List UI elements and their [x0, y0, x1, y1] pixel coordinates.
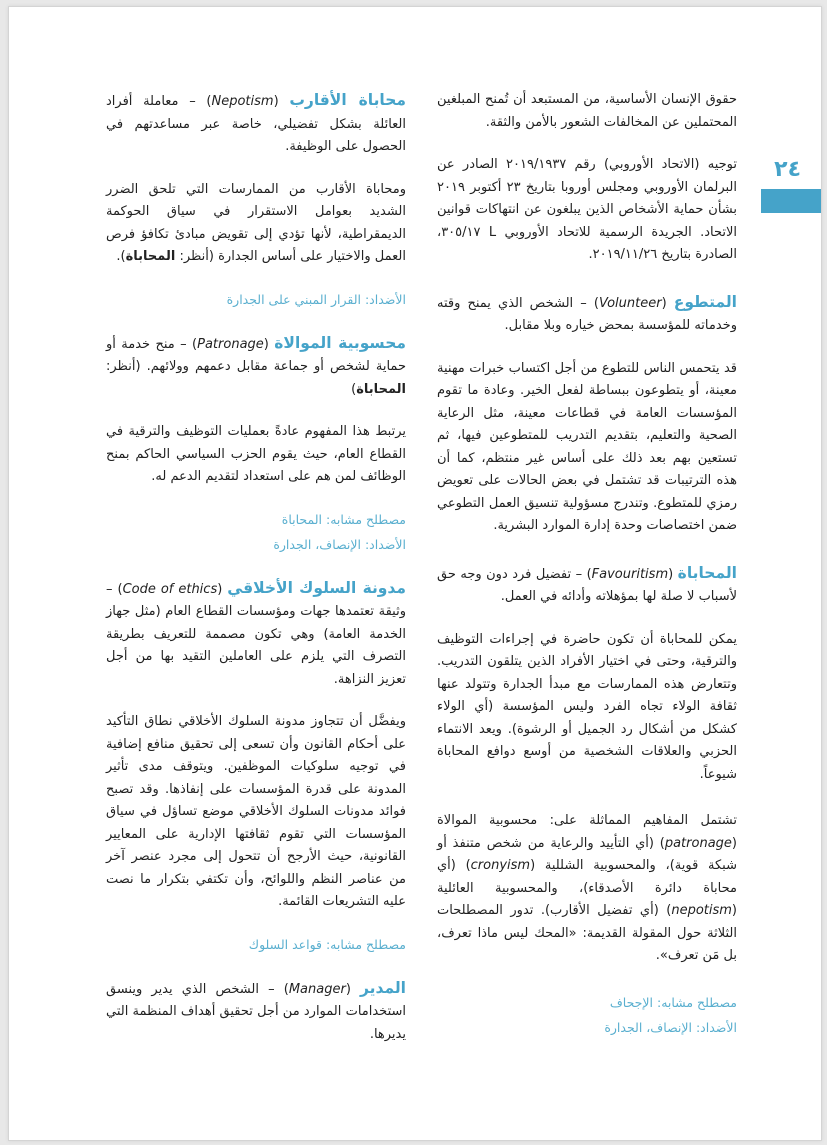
text-segment: ). — [116, 249, 126, 264]
term-definition: – وثيقة تعتمدها جهات ومؤسسات القطاع العام (مثل جهاز الخدمة العامة) وهي تكون مصممة للتعريف بطريقة التصرف التي يلزم على العاملين التقيد بها من أجل تعزيز النزاهة. — [106, 581, 406, 687]
text-segment: (أنظر: — [106, 359, 141, 374]
term-heading: محاباة الأقارب — [289, 91, 406, 109]
page-tab-marker — [761, 189, 821, 213]
term-latin: Manager — [288, 981, 346, 997]
term-latin: cronyism — [470, 858, 531, 873]
text-segment: تشتمل المفاهيم المماثلة على: محسوبية الموالاة ( — [437, 813, 737, 851]
term-definition: – الشخص الذي يدير وينسق استخدامات الموارد من أجل تحقيق أهداف المنظمة التي يديرها. — [106, 981, 406, 1042]
entry-patronage: محسوبية الموالاة (Patronage) – منح خدمة أو حماية لشخص أو جماعة مقابل دعمهم وولائهم. (أنظر: المحاباة) — [106, 333, 406, 397]
term-latin: Volunteer — [598, 295, 662, 311]
paragraph-similar-concepts — [437, 810, 737, 968]
cross-reference: المحاباة — [125, 249, 176, 264]
similar-term-note: مصطلح مشابه: الإجحاف — [609, 994, 737, 1010]
paragraph-eu-directive: توجيه (الاتحاد الأوروبي) رقم ٢٠١٩/١٩٣٧ الصادر عن البرلمان الأوروبي ومجلس أوروبا بتاريخ ٢٣ أكتوبر ٢٠١٩ بشأن حماية الأشخاص الذين يبلغون عن انتهاكات قوانين الاتحاد. الجريدة الرسمية للاتحاد الأوروبي L ٣٠٥/١٧، الصادرة بتاريخ ٢٠١٩/١١/٢٦. — [437, 157, 738, 262]
text-segment: ) (أي محاباة دائرة الأصدقاء)، والمحسوبية العائلية ( — [437, 858, 737, 918]
entry-favouritism: المحاباة (Favouritism) – تفضيل فرد دون وجه حق لأسباب لا صلة لها بمؤهلاته وأدائه في العمل. — [437, 563, 737, 604]
term-latin: Code of ethics — [122, 581, 218, 597]
entry-manager: المدير (Manager) – الشخص الذي يدير وينسق استخدامات الموارد من أجل تحقيق أهداف المنظمة التي يديرها. — [106, 978, 406, 1042]
paragraph-rights: حقوق الإنسان الأساسية، من المستبعد أن تُمنح المبلغين المحتملين عن المخالفات الشعور بالأمن والثقة. — [437, 92, 737, 130]
paragraph-code-of-ethics-detail: ويفضَّل أن تتجاوز مدونة السلوك الأخلاقي نطاق التأكيد على أحكام القانون وأن تسعى إلى تحقيق منافع إضافية في توجيه سلوكيات الموظفين. ويتوقف مدى تأثير المدونة على قدرة المؤسسات على إنفاذها. وقد تصبح فوائد مدونات السلوك الأخلاقي موضع تساؤل في سياق المؤسسات التي تقوم ثقافتها الإدارية على المعايير القانونية، حيث الأرجح أن تتحول إلى مجرد عنصر آخر من عناصر النظم واللوائح، وأن تكتفي بتكرار ما نصت عليه التشريعات القائمة. — [106, 714, 406, 909]
term-heading: المتطوع — [673, 292, 737, 311]
paragraph-patronage-detail: يرتبط هذا المفهوم عادةً بعمليات التوظيف والترقية في القطاع العام، حيث يقوم الحزب السياسي الحاكم بمنح الوظائف لمن هم على استعداد لتقديم الدعم له. — [106, 424, 406, 484]
text-segment: ) — [351, 381, 357, 397]
term-latin: Patronage — [197, 336, 264, 352]
opposites-note: الأضداد: الإنصاف، الجدارة — [273, 536, 406, 552]
similar-term-note: مصطلح مشابه: المحاباة — [281, 511, 406, 527]
term-latin: patronage — [664, 835, 732, 851]
opposites-note: الأضداد: القرار المبني على الجدارة — [226, 291, 406, 307]
term-latin: nepotism — [671, 903, 732, 918]
entry-code-of-ethics: مدونة السلوك الأخلاقي (Code of ethics) – وثيقة تعتمدها جهات ومؤسسات القطاع العام (مثل جهاز الخدمة العامة) وهي تكون مصممة للتعريف بطريقة التصرف التي يلزم على العاملين التقيد بها من أجل تعزيز النزاهة. — [106, 578, 406, 687]
term-heading: مدونة السلوك الأخلاقي — [227, 578, 406, 597]
paragraph-nepotism-detail — [106, 179, 406, 269]
paragraph-favouritism-detail: يمكن للمحاباة أن تكون حاضرة في إجراءات التوظيف والترقية، وحتى في اختيار الأفراد الذين يتلقون التدريب. وتتعارض هذه الممارسات مع مبدأ الجدارة وتتولد عنها ثقافة الولاء تجاه الفرد وليس المؤسسة (أي الولاء كشكل من أشكال رد الجميل أو الرشوة). ويعد الانتماء الحزبي والعلاقات الشخصية من أوسع دوافع المحاباة شيوعاً. — [437, 631, 737, 782]
similar-term-note: مصطلح مشابه: قواعد السلوك — [248, 936, 406, 952]
paragraph-volunteer-detail: قد يتحمس الناس للتطوع من أجل اكتساب خبرات مهنية معينة، أو يتطوعون ببساطة لفعل الخير. وعادة ما تقوم المؤسسات العامة في قطاعات معينة، مثل الرعاية الصحية والتعليم، بتقديم التدريب للمتطوعين فيها، ثم تستعين بهم بعد ذلك على أساس غير منتظم، كما أن هذه الترتيبات قد تشتمل في بعض الحالات على تعويض رمزي للمتطوع. وتندرج مسؤولية تنسيق العمل التطوعي ضمن اختصاصات وحدة إدارة الموارد البشرية. — [437, 360, 737, 533]
right-column — [437, 89, 737, 1060]
notes-nepotism — [106, 289, 406, 310]
text-segment: ) (أي التأييد والرعاية من شخص متنفذ أو شبكة قوية)، والمحسوبية الشللية ( — [437, 835, 737, 873]
term-heading: المدير — [360, 978, 406, 997]
entry-nepotism: محاباة الأقارب (Nepotism) – معاملة أفراد العائلة بشكل تفضيلي، خاصة عبر مساعدتهم في الحصول على الوظيفة. — [106, 91, 406, 154]
document-page — [8, 6, 822, 1141]
term-definition: – منح خدمة أو حماية لشخص أو جماعة مقابل دعمهم وولائهم. — [106, 336, 406, 374]
text-segment: ) (أي تفضيل الأقارب). تدور المصطلحات الثلاثة حول المقولة القديمة: «المحك ليس ماذا تعرف، بل مَن تعرف». — [437, 903, 737, 963]
term-definition: – معاملة أفراد العائلة بشكل تفضيلي، خاصة عبر مساعدتهم في الحصول على الوظيفة. — [106, 94, 406, 154]
term-heading: المحاباة — [677, 563, 737, 582]
text-segment: ومحاباة الأقارب من الممارسات التي تلحق الضرر الشديد بعوامل الاستقرار في سياق الحوكمة الديمقراطية، لأنها تؤدي إلى تقويض مبادئ تكافؤ فرص العمل والاختيار على أساس الجدارة (أنظر: — [106, 181, 406, 264]
notes-patronage — [106, 509, 406, 555]
entry-volunteer: المتطوع (Volunteer) – الشخص الذي يمنح وقته وخدماته للمؤسسة بمحض خياره وبلا مقابل. — [437, 292, 737, 333]
notes-favouritism — [437, 992, 737, 1038]
term-latin: Favouritism — [591, 566, 669, 582]
term-heading: محسوبية الموالاة — [274, 333, 406, 352]
term-definition: – الشخص الذي يمنح وقته وخدماته للمؤسسة بمحض خياره وبلا مقابل. — [437, 295, 737, 333]
notes-code-of-ethics — [106, 934, 406, 955]
term-definition: – تفضيل فرد دون وجه حق لأسباب لا صلة لها بمؤهلاته وأدائه في العمل. — [437, 566, 737, 604]
opposites-note: الأضداد: الإنصاف، الجدارة — [604, 1019, 737, 1035]
page-number: ٢٤ — [774, 157, 801, 182]
cross-reference: المحاباة — [356, 381, 406, 397]
left-column — [106, 89, 406, 1066]
term-latin: Nepotism — [211, 94, 274, 109]
